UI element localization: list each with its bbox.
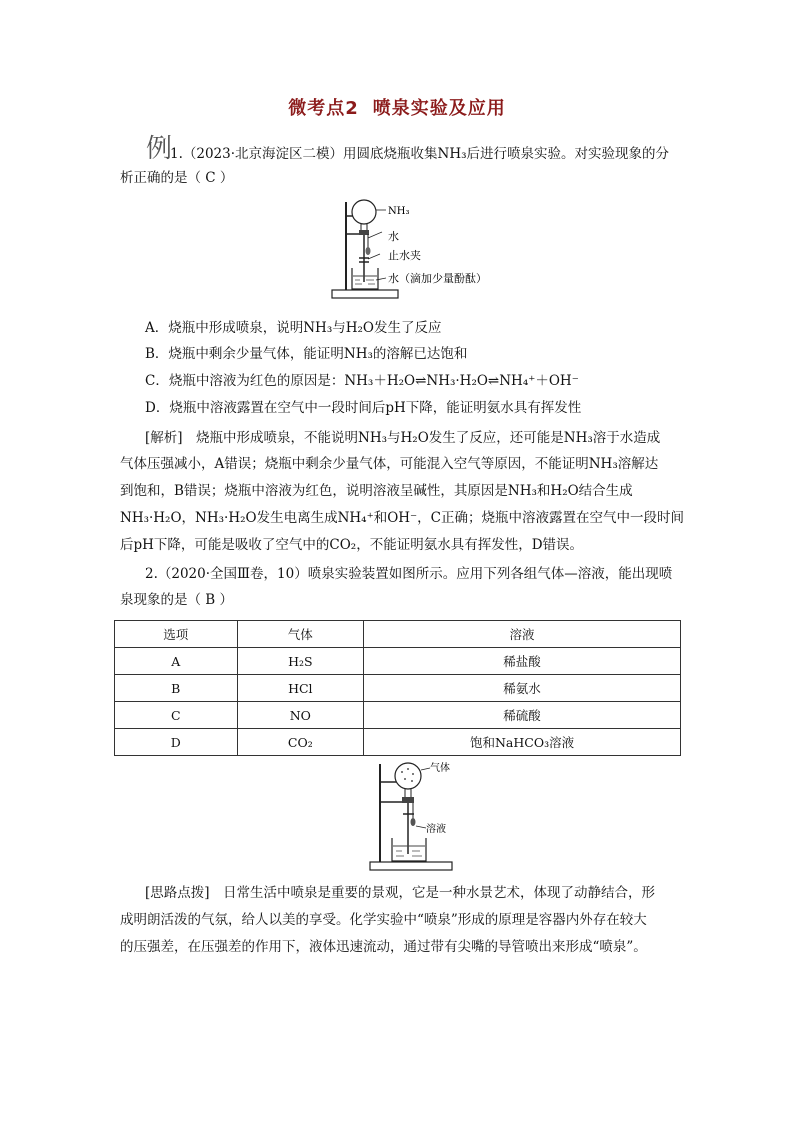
- table-cell: A: [115, 648, 238, 675]
- table-cell: H₂S: [237, 648, 364, 675]
- table-header: 选项: [115, 621, 238, 648]
- title-main: 喷泉实验及应用: [372, 98, 506, 119]
- section-title: [0, 94, 794, 120]
- label-solution: 溶液: [426, 824, 446, 835]
- round-bottom-flask: [395, 763, 421, 789]
- q1-analysis-line-3: 到饱和，B错误；烧瓶中溶液为红色，说明溶液呈碱性，其原因是NH₃和H₂O结合生成: [120, 483, 633, 499]
- stand-base: [370, 862, 452, 870]
- stand-base: [332, 290, 398, 298]
- table-header-row: [115, 621, 681, 648]
- beaker: [392, 838, 426, 861]
- table-row: [115, 729, 681, 756]
- q1-stem-line-2: 析正确的是（ C ）: [120, 170, 234, 186]
- tips-line-2: 成明朗活泼的气氛，给人以美的享受。化学实验中“喷泉”形成的原理是容器内外存在较大: [120, 912, 647, 928]
- table-row: [115, 675, 681, 702]
- example-mark: 例: [146, 134, 173, 164]
- q1-analysis-line-5: 后pH下降，可能是吸收了空气中的CO₂，不能证明氨水具有挥发性，D错误。: [120, 537, 584, 553]
- table-cell: D: [115, 729, 238, 756]
- table-cell: 饱和NaHCO₃溶液: [364, 729, 681, 756]
- label-water: 水: [388, 230, 399, 243]
- table-header: 气体: [237, 621, 364, 648]
- round-bottom-flask: [352, 200, 376, 224]
- table-row: [115, 702, 681, 729]
- label-gas: 气体: [430, 763, 450, 774]
- q1-option-c: C．烧瓶中溶液为红色的原因是：NH₃＋H₂O⇌NH₃·H₂O⇌NH₄⁺＋OH⁻: [145, 373, 579, 389]
- tips-line-1: [思路点拨] 日常生活中喷泉是重要的景观，它是一种水景艺术，体现了动静结合，形: [145, 885, 656, 901]
- q1-option-d: D．烧瓶中溶液露置在空气中一段时间后pH下降，能证明氨水具有挥发性: [145, 400, 582, 416]
- q1-apparatus-figure: [330, 196, 530, 304]
- table-row: [115, 648, 681, 675]
- label-beaker: 水（滴加少量酚酞）: [388, 272, 487, 285]
- table-header: 溶液: [364, 621, 681, 648]
- q1-stem-line-1: 1.（2023·北京海淀区二模）用圆底烧瓶收集NH₃后进行喷泉实验。对实验现象的分: [170, 146, 670, 162]
- q2-stem-line-2: 泉现象的是（ B ）: [120, 592, 234, 608]
- tips-line-3: 的压强差，在压强差的作用下，液体迅速流动，通过带有尖嘴的导管喷出来形成“喷泉”。: [120, 939, 647, 955]
- q1-option-a: A．烧瓶中形成喷泉，说明NH₃与H₂O发生了反应: [145, 320, 442, 336]
- q1-analysis-line-2: 气体压强减小，A错误；烧瓶中剩余少量气体，可能混入空气等原因，不能证明NH₃溶解达: [120, 456, 659, 472]
- table-cell: NO: [237, 702, 364, 729]
- table-cell: 稀盐酸: [364, 648, 681, 675]
- label-clamp: 止水夹: [388, 249, 421, 262]
- table-cell: CO₂: [237, 729, 364, 756]
- title-prefix: 微考点2: [288, 98, 359, 119]
- table-cell: HCl: [237, 675, 364, 702]
- table-cell: 稀氨水: [364, 675, 681, 702]
- q1-analysis-line-1: [解析] 烧瓶中形成喷泉，不能说明NH₃与H₂O发生了反应，还可能是NH₃溶于水造成: [145, 430, 661, 446]
- q1-option-b: B．烧瓶中剩余少量气体，能证明NH₃的溶解已达饱和: [145, 346, 468, 362]
- q2-options-table: [114, 620, 681, 756]
- table-cell: B: [115, 675, 238, 702]
- q2-apparatus-figure: [368, 758, 478, 872]
- label-nh3: NH₃: [388, 206, 410, 217]
- table-cell: C: [115, 702, 238, 729]
- table-cell: 稀硫酸: [364, 702, 681, 729]
- beaker: [352, 268, 378, 289]
- stopper: [402, 797, 414, 803]
- q2-stem-line-1: 2.（2020·全国Ⅲ卷，10）喷泉实验装置如图所示。应用下列各组气体—溶液，能出现喷: [145, 566, 673, 582]
- q1-analysis-line-4: NH₃·H₂O，NH₃·H₂O发生电离生成NH₄⁺和OH⁻，C正确；烧瓶中溶液露置在空气中一段时间: [120, 510, 684, 526]
